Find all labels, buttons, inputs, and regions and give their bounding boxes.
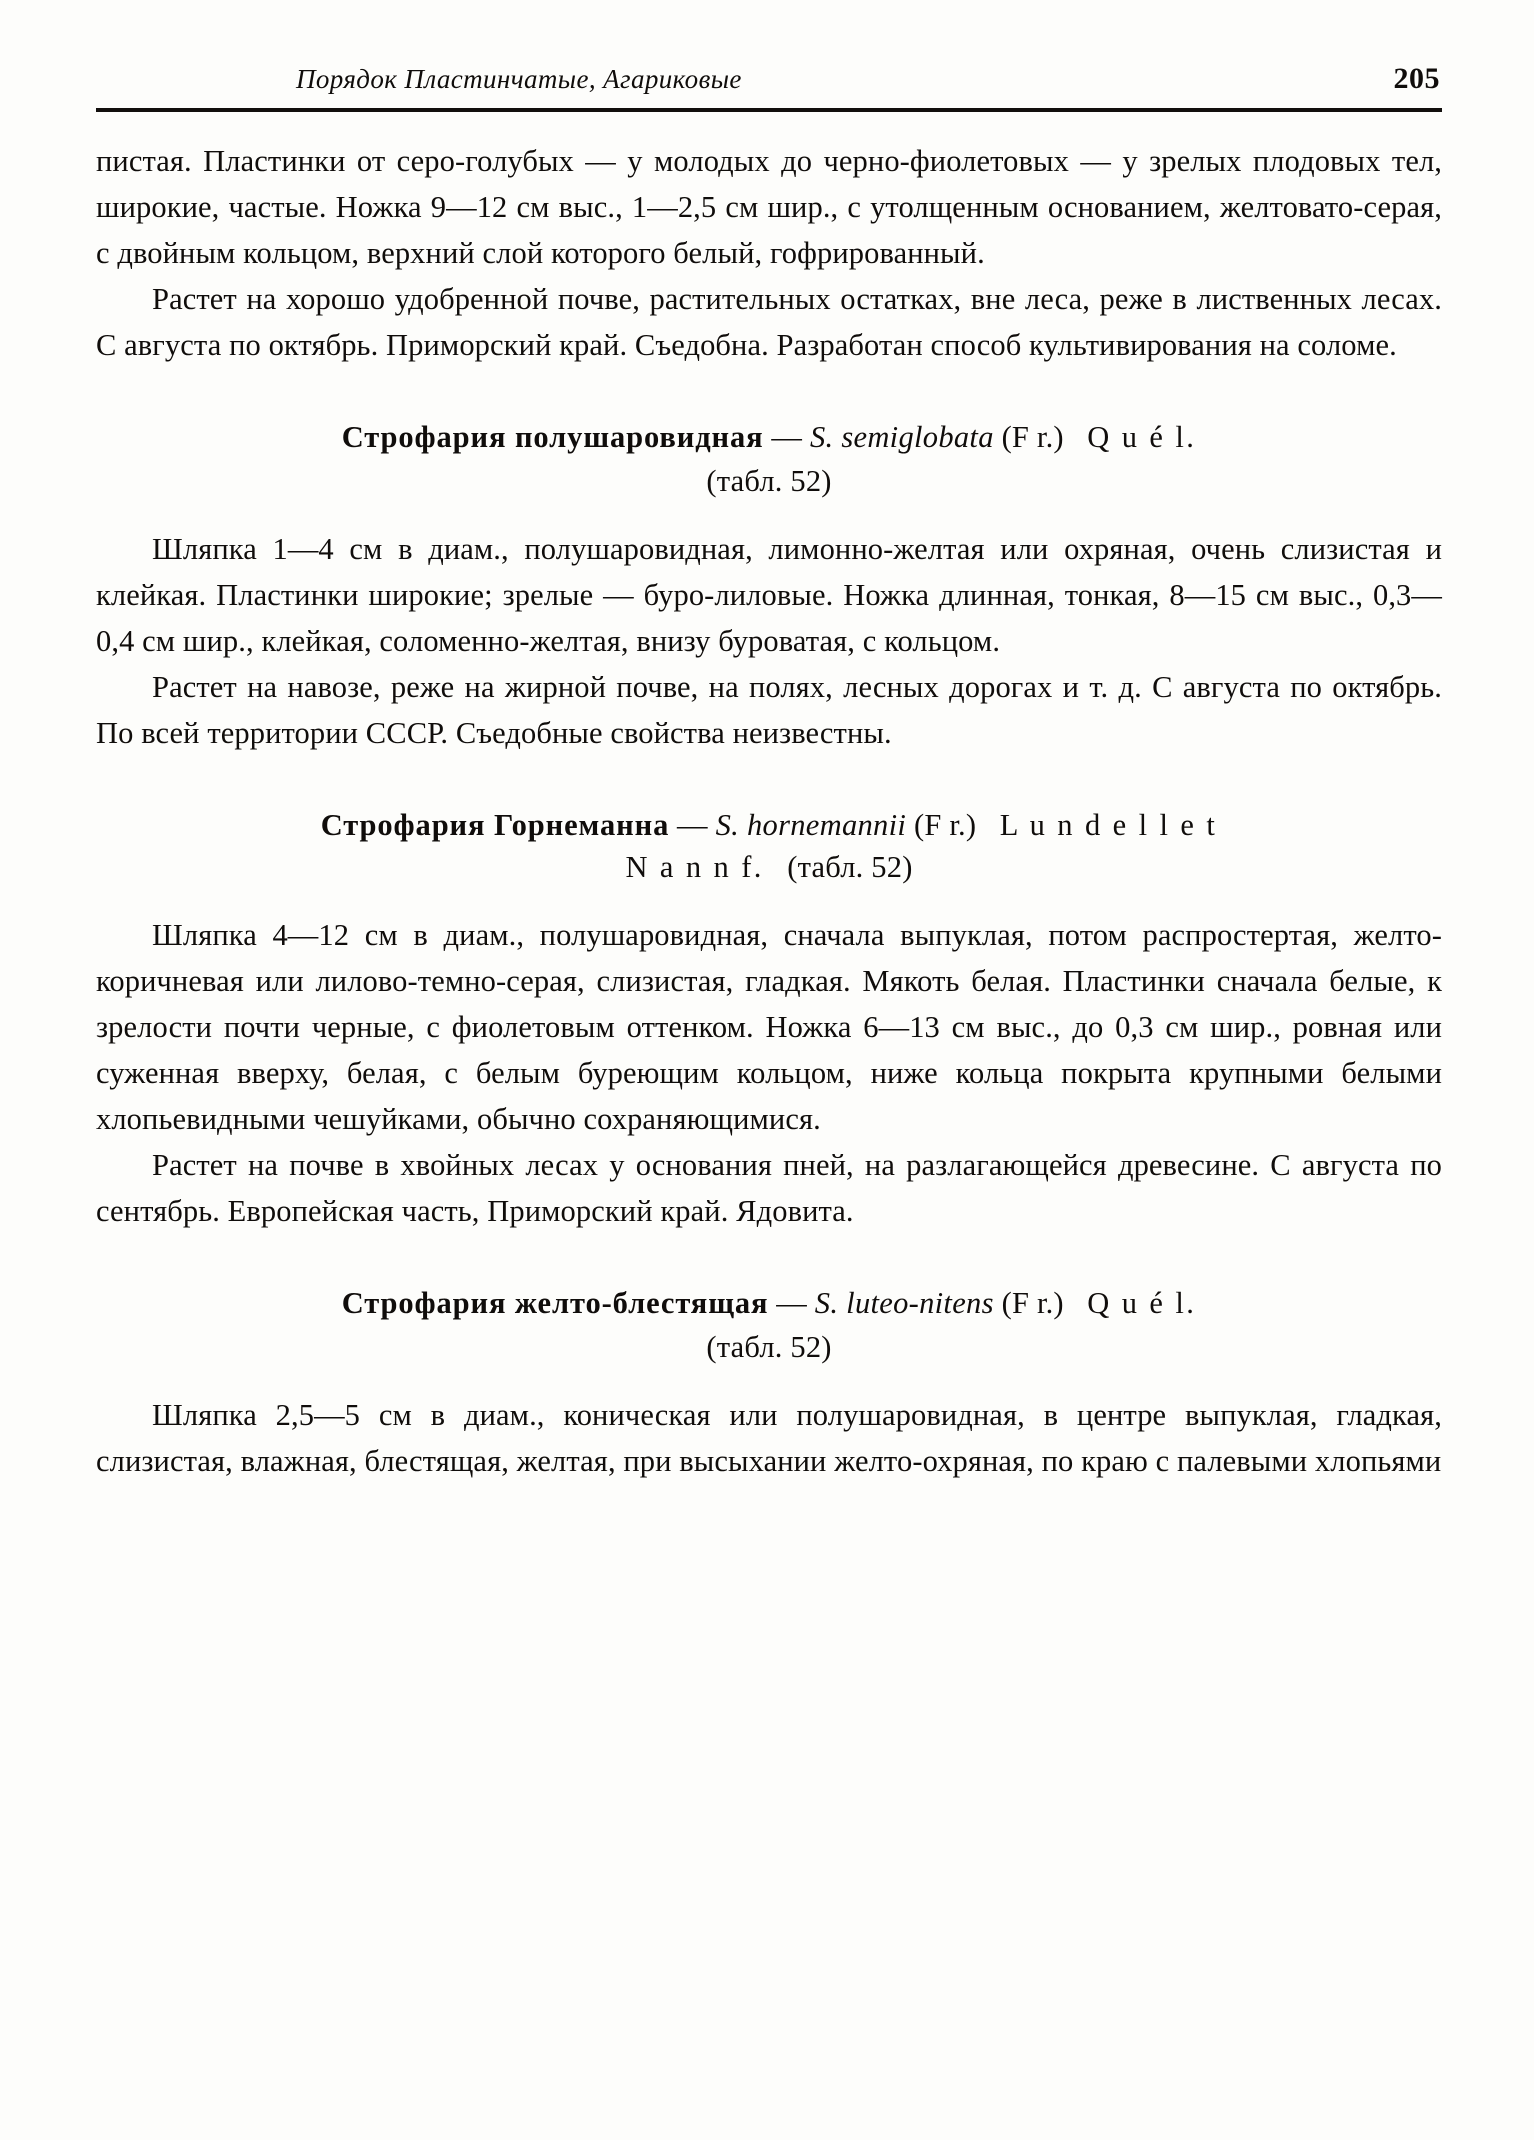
species-plate-reference: (табл. 52)	[787, 850, 913, 884]
species-entry	[96, 1280, 1442, 1484]
species-description	[96, 912, 1442, 1234]
paragraph: Шляпка 1—4 см в диам., полушаровидная, лимонно-желтая или охряная, очень слизистая и клейкая. Пластинки широкие; зрелые — буро-лиловые. Ножка длинная, тонкая, 8—15 см выс., 0,3—0,4 см шир., клейкая, соломенно-желтая, внизу буроватая, с кольцом.	[96, 532, 1442, 658]
species-latin-name: S. luteo-nitens	[814, 1286, 994, 1320]
intro-section	[96, 138, 1442, 368]
species-heading	[96, 1280, 1442, 1370]
paragraph: пистая. Пластинки от серо-голубых — у молодых до черно-фиолетовых — у зрелых плодовых тел, широкие, частые. Ножка 9—12 см выс., 1—2,5 см шир., с утолщенным основанием, желтовато-серая, с двойным кольцом, верхний слой которого белый, гофрированный.	[96, 144, 1442, 270]
paragraph: Шляпка 2,5—5 см в диам., коническая или полушаровидная, в центре выпуклая, гладкая, слизистая, влажная, блестящая, желтая, при высыхании желто-охряная, по краю с палевыми хлопьями	[96, 1398, 1442, 1478]
species-dash: —	[771, 420, 803, 454]
paragraph: Растет на хорошо удобренной почве, растительных остатках, вне леса, реже в лиственных лесах. С августа по октябрь. Приморский край. Съедобна. Разработан способ культивирования на соломе.	[96, 282, 1442, 362]
species-authority: N a n n f.	[625, 850, 764, 884]
page-content	[96, 62, 1442, 1484]
species-name: Строфария полушаровидная	[341, 420, 764, 454]
running-head	[96, 62, 1442, 96]
species-authority: L u n d e l l e t	[999, 808, 1218, 842]
species-heading	[96, 802, 1442, 890]
species-name: Строфария желто-блестящая	[341, 1286, 769, 1320]
species-authority: (F r.)	[1001, 420, 1064, 454]
header-divider	[96, 108, 1442, 112]
species-authority: (F r.)	[914, 808, 977, 842]
species-plate-reference: (табл. 52)	[706, 1330, 832, 1364]
species-latin-name: S. semiglobata	[809, 420, 994, 454]
species-name: Строфария Горнеманна	[320, 808, 670, 842]
species-dash: —	[776, 1286, 807, 1320]
paragraph: Растет на почве в хвойных лесах у основания пней, на разлагающейся древесине. С августа по сентябрь. Европейская часть, Приморский край. Ядовита.	[96, 1148, 1442, 1228]
species-heading-line-2	[96, 844, 1442, 890]
running-title: Порядок Пластинчатые, Агариковые	[296, 64, 742, 94]
page-number: 205	[1393, 62, 1440, 95]
species-heading	[96, 414, 1442, 504]
species-authority: Q u é l.	[1087, 1286, 1197, 1320]
species-plate-reference: (табл. 52)	[706, 464, 832, 498]
species-entry	[96, 802, 1442, 1234]
species-description	[96, 1392, 1442, 1484]
species-entry	[96, 414, 1442, 756]
paragraph: Шляпка 4—12 см в диам., полушаровидная, сначала выпуклая, потом распростертая, желто-коричневая или лилово-темно-серая, слизистая, гладкая. Мякоть белая. Пластинки сначала белые, к зрелости почти черные, с фиолетовым оттенком. Ножка 6—13 см выс., до 0,3 см шир., ровная или суженная вверху, белая, с белым буреющим кольцом, ниже кольца покрыта крупными белыми хлопьевидными чешуйками, обычно сохраняющимися.	[96, 918, 1442, 1136]
species-latin-name: S. hornemannii	[715, 808, 907, 842]
species-description	[96, 526, 1442, 756]
species-authority: Q u é l.	[1087, 420, 1197, 454]
species-dash: —	[677, 808, 708, 842]
paragraph: Растет на навозе, реже на жирной почве, на полях, лесных дорогах и т. д. С августа по октябрь. По всей территории СССР. Съедобные свойства неизвестны.	[96, 670, 1442, 750]
species-authority: (F r.)	[1001, 1286, 1064, 1320]
